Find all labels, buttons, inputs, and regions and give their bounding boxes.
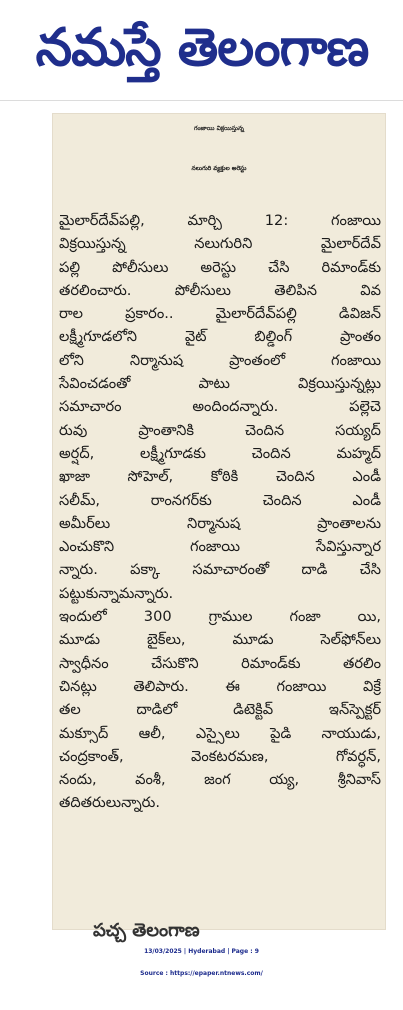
masthead-divider — [0, 100, 403, 101]
body-line: ఖాజా సోహెల్, కోఠికి చెందిన ఎండీ — [59, 468, 381, 486]
news-clipping — [52, 113, 386, 941]
body-line: స్వాధీనం చేసుకొని రిమాండ్‌కు తరలిం — [59, 654, 381, 672]
newspaper-logo-title: నమస్తే తెలంగాణ — [35, 18, 369, 78]
body-line: రాల ప్రకారం.. మైలార్‌దేవ్‌పల్లి డివిజన్ — [59, 305, 381, 323]
article-headline: నలుగురి వ్యక్తుల అరెస్టు — [191, 165, 247, 172]
body-line: ఇందులో 300 గ్రాముల గంజా యి, — [59, 608, 381, 626]
body-line: తల దాడిలో డిటెక్టివ్ ఇన్‌స్పెక్టర్ — [59, 701, 381, 719]
body-line: నందు, వంశీ, జంగ య్య, శ్రీనివాస్ — [59, 771, 381, 789]
footer-source-link[interactable]: Source : https://epaper.ntnews.com/ — [140, 970, 263, 977]
body-line: అమీర్‌లు నిర్మానుష ప్రాంతాలను — [59, 514, 381, 532]
masthead — [8, 6, 396, 90]
body-line: చంద్రకాంత్, వెంకటరమణ, గోవర్ధన్, — [59, 747, 381, 765]
body-line: చినట్లు తెలిపారు. ఈ గంజాయి విక్రే — [59, 677, 381, 695]
body-line: లోని నిర్మానుష ప్రాంతంలో గంజాయి — [59, 351, 381, 369]
body-line: మూడు బైక్‌లు, మూడు సెల్‌ఫోన్‌లు — [59, 631, 381, 649]
body-line: లక్ష్మీగూడలోని వైట్ బిల్డింగ్ ప్రాంతం — [59, 328, 381, 346]
body-line: రువు ప్రాంతానికి చెందిన సయ్యద్ — [59, 421, 381, 439]
body-line: అర్షద్, లక్ష్మీగూడకు చెందిన మహ్మద్ — [59, 444, 381, 462]
body-line: సమాచారం అందిందన్నారు. పల్లెచె — [59, 398, 381, 416]
body-line: పట్టుకున్నామన్నారు. — [59, 584, 174, 602]
body-line: తదితరులున్నారు. — [59, 794, 160, 812]
body-line: పల్లి పోలీసులు అరెస్టు చేసి రిమాండ్‌కు — [59, 258, 381, 276]
body-line: మక్సూద్ ఆలీ, ఎస్సైలు పైడి నాయుడు, — [59, 724, 381, 742]
body-line: ఎంచుకొని గంజాయి సేవిస్తున్నార — [59, 538, 381, 556]
body-line: సేవించడంతో పాటు విక్రయిస్తున్నట్లు — [59, 375, 381, 393]
footer-date-edition-page: 13/03/2025 | Hyderabad | Page : 9 — [144, 948, 259, 955]
article-body — [59, 209, 381, 815]
body-line: న్నారు. పక్కా సమాచారంతో దాడి చేసి — [59, 561, 381, 579]
next-article-heading-cutoff: పచ్చ తెలంగాణ — [93, 920, 200, 941]
body-line: విక్రయిస్తున్న నలుగురిని మైలార్‌దేవ్ — [59, 235, 381, 253]
article-kicker: గంజాయి విక్రయిస్తున్న — [193, 125, 245, 132]
body-line: మైలార్‌దేవ్‌పల్లి, మార్చి 12: గంజాయి — [59, 212, 381, 229]
body-line: సలీమ్, రాంనగర్‌కు చెందిన ఎండీ — [59, 491, 381, 509]
body-line: తరలించారు. పోలీసులు తెలిపిన వివ — [59, 281, 381, 299]
